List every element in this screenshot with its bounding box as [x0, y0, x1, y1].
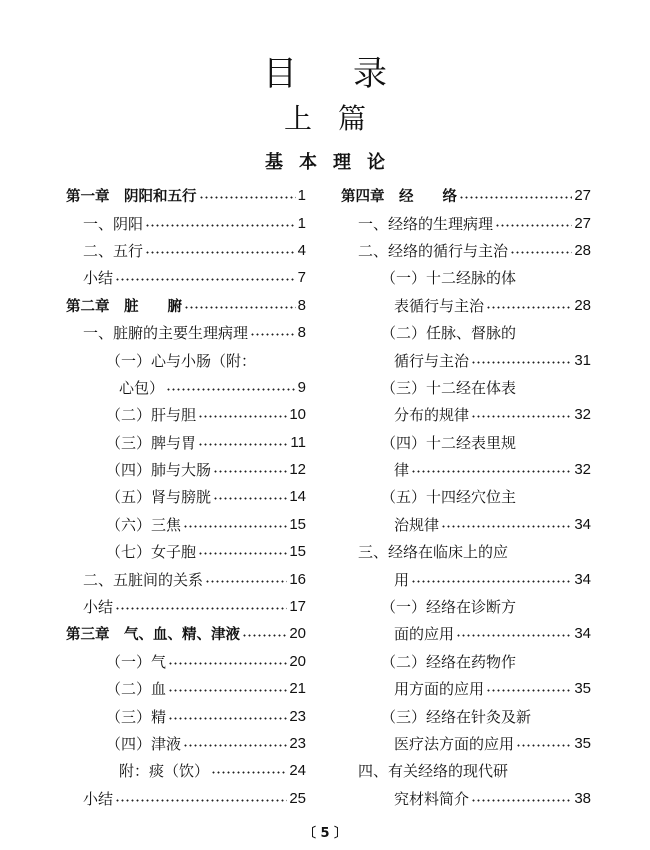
toc-entry-label: 医疗法方面的应用 [394, 735, 515, 753]
toc-title: 目录 [263, 54, 443, 94]
dot-leader [459, 196, 572, 199]
dot-leader [242, 634, 287, 637]
dot-leader [199, 196, 296, 199]
toc-entry[interactable] [66, 730, 306, 757]
toc-entry[interactable] [66, 593, 306, 620]
toc-entry[interactable] [341, 511, 591, 538]
dot-leader [168, 662, 287, 665]
toc-entry-label: （七）女子胞 [106, 543, 197, 562]
dot-leader [411, 470, 572, 473]
toc-entry-page: 38 [574, 789, 591, 807]
toc-entry-label: 律 [394, 461, 410, 480]
toc-entry[interactable] [341, 264, 591, 291]
toc-entry-page: 14 [289, 488, 306, 506]
toc-entry[interactable] [66, 209, 306, 236]
toc-entry-label: （三）精 [106, 707, 167, 726]
toc-entry-label: （三）十二经在体表 [381, 378, 517, 397]
toc-entry-label: （二）经络在药物作 [381, 652, 517, 671]
toc-entry-page: 17 [289, 598, 306, 616]
toc-entry-page: 34 [574, 570, 591, 588]
toc-entry-label: （六）三焦 [106, 515, 182, 534]
toc-entry-page: 15 [289, 543, 306, 561]
toc-left-column [66, 182, 306, 812]
dot-leader [411, 580, 572, 583]
toc-entry-label: 附：痰（饮） [119, 762, 210, 781]
toc-entry[interactable] [341, 456, 591, 483]
toc-entry-page: 34 [574, 625, 591, 643]
toc-entry[interactable] [66, 264, 306, 291]
toc-entry-label: （一）气 [106, 652, 167, 671]
toc-entry-label: （四）十二经表里规 [381, 433, 517, 452]
toc-entry[interactable] [341, 648, 591, 675]
toc-entry-label: 第四章 经 络 [341, 189, 457, 206]
toc-entry-label: （五）十四经穴位主 [381, 488, 517, 507]
toc-entry-label: 小结 [83, 598, 114, 617]
toc-entry-label: 第三章 气、血、精、津液 [66, 627, 240, 644]
toc-entry-label: 二、经络的循行与主治 [358, 241, 509, 260]
toc-entry[interactable] [66, 757, 306, 784]
toc-entry[interactable] [66, 319, 306, 346]
toc-entry-page: 20 [289, 625, 306, 643]
toc-entry-page: 28 [574, 241, 591, 259]
toc-entry-page: 25 [289, 789, 306, 807]
toc-entry-page: 12 [289, 461, 306, 479]
toc-entry-label: （二）任脉、督脉的 [381, 324, 517, 343]
toc-chapter-entry[interactable] [66, 620, 306, 647]
toc-entry-label: 一、阴阳 [83, 214, 144, 233]
toc-entry-label: 面的应用 [394, 625, 455, 644]
toc-entry[interactable] [341, 319, 591, 346]
toc-entry-label: 分布的规律 [394, 406, 470, 425]
toc-entry-label: （二）血 [106, 680, 167, 699]
toc-entry-label: （三）经络在针灸及新 [381, 707, 532, 726]
toc-entry[interactable] [341, 538, 591, 565]
dot-leader [471, 415, 572, 418]
toc-entry-page: 20 [289, 652, 306, 670]
toc-entry-label: 治规律 [394, 515, 440, 534]
dot-leader [213, 470, 287, 473]
toc-entry[interactable] [66, 648, 306, 675]
toc-entry-label: 用方面的应用 [394, 680, 485, 699]
toc-entry-page: 27 [574, 214, 591, 232]
toc-entry-label: （三）脾与胃 [106, 433, 197, 452]
toc-entry-label: 用 [394, 570, 410, 589]
toc-entry-label: （四）肺与大肠 [106, 461, 212, 480]
toc-entry[interactable] [66, 483, 306, 510]
dot-leader [115, 799, 287, 802]
dot-leader [145, 224, 296, 227]
dot-leader [205, 580, 287, 583]
dot-leader [495, 224, 572, 227]
toc-entry-label: （一）心与小肠（附： [106, 351, 257, 370]
section-title: 基本理论 [265, 152, 401, 173]
dot-leader [471, 361, 572, 364]
toc-entry-page: 15 [289, 515, 306, 533]
toc-entry[interactable] [341, 292, 591, 319]
toc-entry-label: 第一章 阴阳和五行 [66, 189, 197, 206]
toc-entry-page: 23 [289, 735, 306, 752]
dot-leader [184, 306, 296, 309]
toc-chapter-entry[interactable] [341, 182, 591, 209]
toc-chapter-entry[interactable] [66, 182, 306, 209]
toc-entry-page: 27 [574, 187, 591, 205]
toc-entry-page: 23 [289, 707, 306, 725]
toc-entry[interactable] [66, 702, 306, 729]
toc-entry-page: 8 [297, 296, 306, 314]
toc-entry-label: 四、有关经络的现代研 [358, 762, 509, 781]
toc-entry-label: 一、脏腑的主要生理病理 [83, 324, 249, 343]
dot-leader [145, 251, 296, 254]
toc-entry-page: 1 [297, 187, 306, 205]
toc-entry-page: 7 [297, 269, 306, 287]
toc-entry-label: （四）津液 [106, 735, 182, 753]
toc-entry-page: 11 [290, 433, 306, 451]
toc-entry-label: （一）经络在诊断方 [381, 598, 517, 617]
toc-entry[interactable] [341, 346, 591, 373]
toc-entry-page: 31 [574, 351, 591, 369]
toc-entry[interactable] [341, 565, 591, 592]
page-number: 〔 5 〕 [302, 826, 348, 841]
toc-entry-page: 35 [574, 680, 591, 698]
toc-entry[interactable] [66, 456, 306, 483]
toc-entry-page: 1 [297, 214, 306, 232]
toc-entry[interactable] [341, 620, 591, 647]
toc-entry-page: 32 [574, 461, 591, 479]
toc-entry-label: （五）肾与膀胱 [106, 488, 212, 507]
toc-entry-label: 心包） [119, 378, 165, 397]
toc-entry-page: 10 [289, 406, 306, 424]
toc-entry[interactable] [66, 374, 306, 401]
toc-entry-page: 24 [289, 762, 306, 780]
toc-chapter-entry[interactable] [66, 292, 306, 319]
dot-leader [250, 333, 296, 336]
dot-leader [168, 689, 287, 692]
toc-entry[interactable] [66, 538, 306, 565]
dot-leader [510, 251, 572, 254]
toc-entry-label: 第二章 脏 腑 [66, 298, 182, 315]
dot-leader [486, 306, 572, 309]
toc-entry-page: 4 [297, 241, 306, 259]
toc-entry[interactable] [66, 785, 306, 812]
dot-leader [183, 744, 287, 747]
toc-entry[interactable] [341, 483, 591, 510]
dot-leader [471, 799, 572, 802]
toc-entry[interactable] [66, 346, 306, 373]
dot-leader [198, 552, 287, 555]
toc-entry-page: 34 [574, 515, 591, 533]
toc-entry-label: 二、五脏间的关系 [83, 570, 204, 589]
dot-leader [198, 415, 287, 418]
toc-entry[interactable] [341, 757, 591, 784]
toc-entry-page: 35 [574, 735, 591, 752]
toc-entry-page: 9 [297, 378, 306, 396]
dot-leader [198, 443, 288, 446]
dot-leader [166, 388, 296, 391]
dot-leader [115, 607, 287, 610]
dot-leader [115, 278, 296, 281]
toc-entry-label: （一）十二经脉的体 [381, 269, 517, 288]
dot-leader [456, 634, 572, 637]
dot-leader [441, 525, 572, 528]
toc-right-column [341, 182, 591, 812]
toc-entry[interactable] [341, 401, 591, 428]
dot-leader [213, 497, 287, 500]
toc-entry-label: 三、经络在临床上的应 [358, 543, 509, 562]
toc-entry-label: （二）肝与胆 [106, 406, 197, 425]
toc-entry[interactable] [66, 675, 306, 702]
toc-entry[interactable] [66, 237, 306, 264]
toc-entry-label: 小结 [83, 269, 114, 288]
toc-entry[interactable] [341, 702, 591, 729]
toc-entry-page: 21 [289, 680, 306, 698]
toc-entry-label: 二、五行 [83, 241, 144, 260]
toc-entry-label: 一、经络的生理病理 [358, 214, 494, 233]
toc-entry[interactable] [341, 593, 591, 620]
dot-leader [486, 689, 572, 692]
toc-entry[interactable] [341, 785, 591, 812]
toc-entry-page: 16 [289, 570, 306, 588]
toc-entry[interactable] [66, 429, 306, 456]
toc-entry[interactable] [341, 237, 591, 264]
toc-entry-page: 8 [297, 324, 306, 342]
toc-entry[interactable] [341, 730, 591, 757]
toc-entry-page: 28 [574, 296, 591, 314]
dot-leader [211, 771, 287, 774]
dot-leader [516, 744, 572, 747]
toc-entry-label: 循行与主治 [394, 351, 470, 370]
toc-entry-label: 表循行与主治 [394, 296, 485, 315]
toc-entry[interactable] [341, 209, 591, 236]
toc-entry[interactable] [341, 429, 591, 456]
toc-entry[interactable] [341, 675, 591, 702]
toc-entry[interactable] [66, 511, 306, 538]
toc-entry-label: 小结 [83, 789, 114, 808]
toc-entry[interactable] [66, 401, 306, 428]
part-title: 上篇 [283, 102, 392, 135]
dot-leader [168, 717, 287, 720]
dot-leader [183, 525, 287, 528]
toc-entry[interactable] [341, 374, 591, 401]
toc-entry-label: 究材料简介 [394, 789, 470, 808]
toc-entry-page: 32 [574, 406, 591, 424]
toc-entry[interactable] [66, 565, 306, 592]
